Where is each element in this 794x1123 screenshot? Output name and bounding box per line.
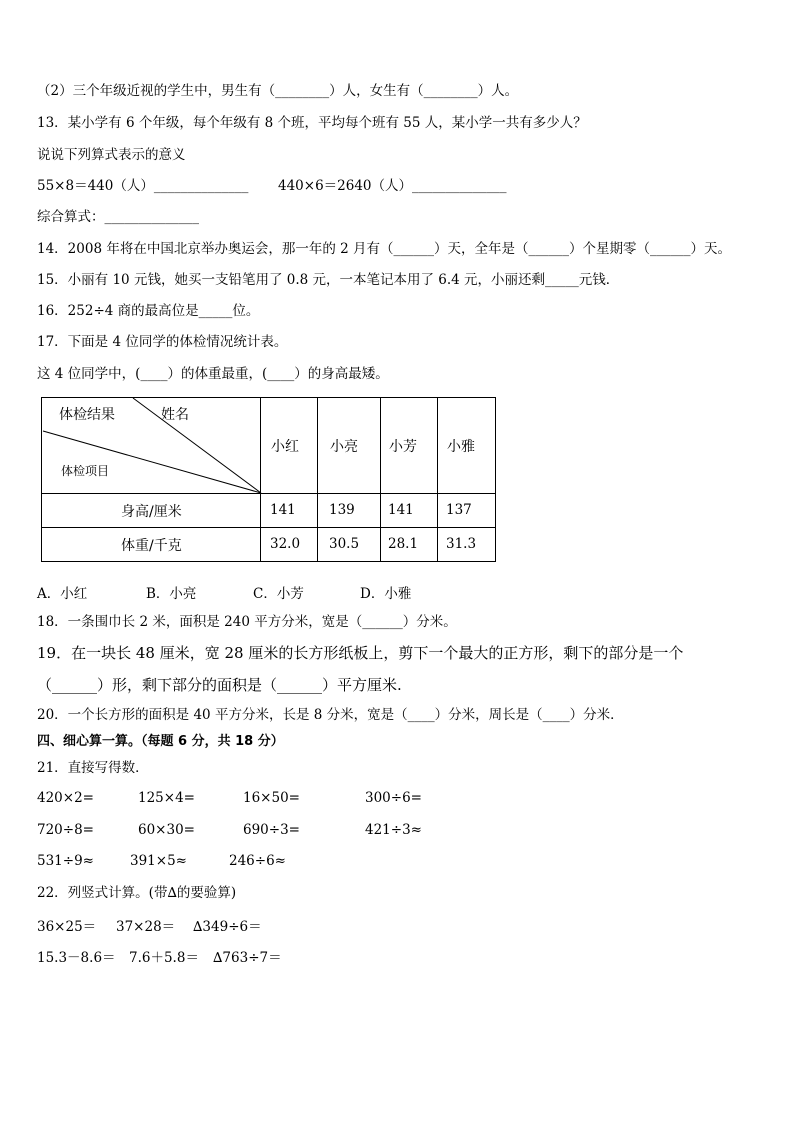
q22-stem: 22．列竖式计算。(带∆的要验算) (37, 885, 237, 901)
section-4-heading: 四、细心算一算。（每题 6 分，共 18 分） (37, 734, 284, 749)
calc-item: 125×4= (138, 790, 195, 806)
row-label: 体重/千克 (121, 538, 182, 554)
q16: 16．252÷4 商的最高位是_____位。 (37, 303, 260, 319)
q20: 20．一个长方形的面积是 40 平方分米，长是 8 分米，宽是（____）分米，周长是（____）分米． (37, 707, 624, 723)
q15: 15．小丽有 10 元钱，她买一支铅笔用了 0.8 元，一本笔记本用了 6.4 元，小丽还剩_____元钱． (37, 272, 620, 288)
q13-prompt: 说说下列算式表示的意义 (37, 147, 186, 163)
q19-line2: （______）形，剩下部分的面积是（______）平方厘米. (37, 676, 402, 694)
q14: 14．2008 年将在中国北京举办奥运会，那一年的 2 月有（______）天，全年是（______）个星期零（______）天。 (37, 241, 731, 257)
calc-item: 300÷6= (365, 790, 422, 806)
table-cell: 30.5 (329, 536, 360, 552)
calc-item: 420×2= (37, 790, 94, 806)
corner-top-right: 姓名 (161, 407, 189, 423)
table-cell: 141 (388, 502, 414, 518)
name-header: 小亮 (330, 439, 358, 455)
q13-combined: 综合算式：______________ (37, 209, 199, 225)
row-label: 身高/厘米 (121, 504, 182, 520)
name-header: 小红 (271, 439, 299, 455)
calc-item: 36×25＝ (37, 919, 97, 935)
calc-item: 16×50= (243, 790, 300, 806)
option-d: D．小雅 (360, 586, 412, 602)
q13-eq1: 55×8＝440（人）______________ (37, 178, 249, 194)
calc-item: 531÷9≈ (37, 853, 94, 869)
option-c: C．小芳 (253, 586, 304, 602)
corner-bottom: 体检项目 (61, 464, 110, 478)
q18: 18．一条围巾长 2 米，面积是 240 平方分米，宽是（______）分米。 (37, 614, 457, 630)
calc-item: ∆349÷6＝ (193, 919, 262, 935)
table-cell: 139 (329, 502, 355, 518)
calc-item: 720÷8= (37, 822, 94, 838)
q19-line1: 19．在一块长 48 厘米，宽 28 厘米的长方形纸板上，剪下一个最大的正方形，剩下的部分是一个 (37, 644, 684, 662)
table-cell: 137 (446, 502, 472, 518)
q13-stem: 13．某小学有 6 个年级，每个年级有 8 个班，平均每个班有 55 人，某小学一共有多少人？ (37, 115, 587, 131)
calc-item: 690÷3= (243, 822, 300, 838)
name-header: 小芳 (389, 439, 417, 455)
corner-top-left: 体检结果 (59, 407, 115, 423)
table-cell: 32.0 (270, 536, 301, 552)
option-b: B．小亮 (146, 586, 197, 602)
calc-item: ∆763÷7＝ (213, 950, 282, 966)
calc-item: 421÷3≈ (365, 822, 422, 838)
calc-item: 15.3－8.6＝ (37, 950, 116, 966)
corner-diagonal-1 (133, 398, 261, 493)
option-a: A．小红 (37, 586, 88, 602)
q17-question: 这 4 位同学中，(____）的体重最重，(____）的身高最矮。 (37, 366, 389, 382)
q13-eq2: 440×6＝2640（人）______________ (278, 178, 507, 194)
calc-item: 37×28＝ (116, 919, 176, 935)
table-cell: 31.3 (446, 536, 477, 552)
table-cell: 28.1 (388, 536, 419, 552)
calc-item: 391×5≈ (130, 853, 187, 869)
q21-stem: 21．直接写得数． (37, 760, 149, 776)
table-cell: 141 (270, 502, 296, 518)
calc-item: 7.6＋5.8＝ (129, 950, 199, 966)
q17-stem: 17．下面是 4 位同学的体检情况统计表。 (37, 334, 288, 350)
calc-item: 60×30= (138, 822, 195, 838)
calc-item: 246÷6≈ (229, 853, 286, 869)
q12-part2: （2）三个年级近视的学生中，男生有（________）人，女生有（________）人。 (37, 83, 519, 99)
name-header: 小雅 (447, 439, 475, 455)
